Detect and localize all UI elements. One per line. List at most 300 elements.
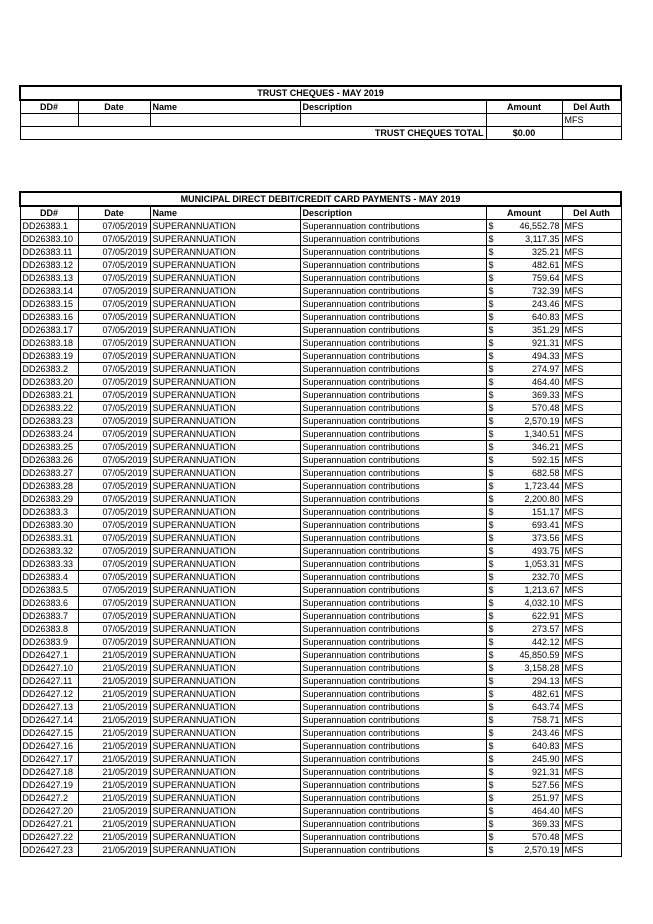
currency-symbol-cell: $ (486, 233, 498, 246)
name-cell: SUPERANNUATION (150, 844, 300, 857)
name-cell: SUPERANNUATION (150, 532, 300, 545)
currency-symbol-cell: $ (486, 532, 498, 545)
del-auth-cell: MFS (562, 311, 621, 324)
trust-total-row (20, 127, 621, 140)
table-row (20, 623, 621, 636)
del-auth-cell: MFS (562, 662, 621, 675)
table-row (20, 675, 621, 688)
table-row (20, 701, 621, 714)
mdd-title-row (20, 192, 621, 206)
del-auth-cell: MFS (562, 285, 621, 298)
dd-number-cell: DD26383.31 (20, 532, 78, 545)
del-auth-cell: MFS (562, 701, 621, 714)
description-cell: Superannuation contributions (300, 701, 486, 714)
amount-cell: 758.71 (498, 714, 562, 727)
currency-symbol-cell: $ (486, 805, 498, 818)
date-cell: 07/05/2019 (78, 558, 150, 571)
date-cell: 07/05/2019 (78, 233, 150, 246)
name-cell: SUPERANNUATION (150, 636, 300, 649)
name-cell: SUPERANNUATION (150, 428, 300, 441)
amount-cell: 369.33 (498, 818, 562, 831)
date-cell: 07/05/2019 (78, 350, 150, 363)
date-cell: 07/05/2019 (78, 259, 150, 272)
table-row (20, 584, 621, 597)
name-cell: SUPERANNUATION (150, 805, 300, 818)
currency-symbol-cell: $ (486, 571, 498, 584)
date-cell: 07/05/2019 (78, 519, 150, 532)
table-row (20, 545, 621, 558)
table-row (20, 740, 621, 753)
table-row (20, 259, 621, 272)
table-row (20, 415, 621, 428)
table-row (20, 246, 621, 259)
dd-number-cell: DD26427.21 (20, 818, 78, 831)
currency-symbol-cell: $ (486, 597, 498, 610)
description-cell: Superannuation contributions (300, 441, 486, 454)
table-row (20, 779, 621, 792)
amount-cell: 3,117.35 (498, 233, 562, 246)
amount-cell: 494.33 (498, 350, 562, 363)
amount-cell: 243.46 (498, 727, 562, 740)
date-cell: 07/05/2019 (78, 454, 150, 467)
date-cell: 07/05/2019 (78, 623, 150, 636)
dd-number-cell: DD26427.1 (20, 649, 78, 662)
description-cell: Superannuation contributions (300, 584, 486, 597)
name-cell: SUPERANNUATION (150, 701, 300, 714)
dd-number-cell: DD26427.11 (20, 675, 78, 688)
currency-symbol-cell: $ (486, 480, 498, 493)
trust-empty-cell (78, 114, 150, 127)
del-auth-cell: MFS (562, 376, 621, 389)
dd-number-cell: DD26383.30 (20, 519, 78, 532)
del-auth-cell: MFS (562, 675, 621, 688)
name-cell: SUPERANNUATION (150, 337, 300, 350)
del-auth-cell: MFS (562, 623, 621, 636)
name-cell: SUPERANNUATION (150, 454, 300, 467)
amount-cell: 1,340.51 (498, 428, 562, 441)
amount-cell: 482.61 (498, 259, 562, 272)
dd-number-cell: DD26427.20 (20, 805, 78, 818)
amount-cell: 693.41 (498, 519, 562, 532)
table-row (20, 662, 621, 675)
dd-number-cell: DD26427.10 (20, 662, 78, 675)
description-cell: Superannuation contributions (300, 428, 486, 441)
amount-cell: 2,570.19 (498, 415, 562, 428)
trust-total-empty-cell (562, 127, 621, 140)
name-cell: SUPERANNUATION (150, 259, 300, 272)
description-cell: Superannuation contributions (300, 532, 486, 545)
description-cell: Superannuation contributions (300, 844, 486, 857)
date-cell: 07/05/2019 (78, 636, 150, 649)
amount-cell: 251.97 (498, 792, 562, 805)
amount-cell: 732.39 (498, 285, 562, 298)
amount-cell: 682.58 (498, 467, 562, 480)
description-cell: Superannuation contributions (300, 363, 486, 376)
table-row (20, 220, 621, 233)
del-auth-cell: MFS (562, 636, 621, 649)
trust-header-name: Name (150, 100, 300, 114)
dd-number-cell: DD26383.19 (20, 350, 78, 363)
dd-number-cell: DD26383.1 (20, 220, 78, 233)
name-cell: SUPERANNUATION (150, 688, 300, 701)
description-cell: Superannuation contributions (300, 337, 486, 350)
amount-cell: 151.17 (498, 506, 562, 519)
description-cell: Superannuation contributions (300, 610, 486, 623)
date-cell: 21/05/2019 (78, 740, 150, 753)
date-cell: 07/05/2019 (78, 285, 150, 298)
amount-cell: 369.33 (498, 389, 562, 402)
name-cell: SUPERANNUATION (150, 558, 300, 571)
table-row (20, 272, 621, 285)
dd-number-cell: DD26383.5 (20, 584, 78, 597)
name-cell: SUPERANNUATION (150, 376, 300, 389)
currency-symbol-cell: $ (486, 636, 498, 649)
dd-number-cell: DD26383.9 (20, 636, 78, 649)
name-cell: SUPERANNUATION (150, 818, 300, 831)
name-cell: SUPERANNUATION (150, 441, 300, 454)
trust-total-value: $0.00 (486, 127, 562, 140)
name-cell: SUPERANNUATION (150, 480, 300, 493)
dd-number-cell: DD26383.12 (20, 259, 78, 272)
amount-cell: 921.31 (498, 766, 562, 779)
name-cell: SUPERANNUATION (150, 506, 300, 519)
amount-cell: 46,552.78 (498, 220, 562, 233)
amount-cell: 45,850.59 (498, 649, 562, 662)
currency-symbol-cell: $ (486, 701, 498, 714)
dd-number-cell: DD26427.17 (20, 753, 78, 766)
dd-number-cell: DD26383.33 (20, 558, 78, 571)
dd-number-cell: DD26383.27 (20, 467, 78, 480)
table-row (20, 649, 621, 662)
description-cell: Superannuation contributions (300, 649, 486, 662)
name-cell: SUPERANNUATION (150, 402, 300, 415)
trust-header-row (20, 100, 621, 114)
date-cell: 21/05/2019 (78, 792, 150, 805)
description-cell: Superannuation contributions (300, 350, 486, 363)
del-auth-cell: MFS (562, 649, 621, 662)
currency-symbol-cell: $ (486, 389, 498, 402)
currency-symbol-cell: $ (486, 428, 498, 441)
table-row (20, 493, 621, 506)
del-auth-cell: MFS (562, 532, 621, 545)
currency-symbol-cell: $ (486, 662, 498, 675)
description-cell: Superannuation contributions (300, 246, 486, 259)
table-row (20, 389, 621, 402)
description-cell: Superannuation contributions (300, 467, 486, 480)
name-cell: SUPERANNUATION (150, 584, 300, 597)
amount-cell: 273.57 (498, 623, 562, 636)
description-cell: Superannuation contributions (300, 805, 486, 818)
currency-symbol-cell: $ (486, 246, 498, 259)
amount-cell: 346.21 (498, 441, 562, 454)
dd-number-cell: DD26427.18 (20, 766, 78, 779)
trust-empty-cell (300, 114, 486, 127)
dd-number-cell: DD26383.28 (20, 480, 78, 493)
description-cell: Superannuation contributions (300, 259, 486, 272)
del-auth-cell: MFS (562, 389, 621, 402)
amount-cell: 464.40 (498, 805, 562, 818)
dd-number-cell: DD26383.25 (20, 441, 78, 454)
table-row (20, 610, 621, 623)
name-cell: SUPERANNUATION (150, 298, 300, 311)
dd-number-cell: DD26383.24 (20, 428, 78, 441)
currency-symbol-cell: $ (486, 753, 498, 766)
table-row (20, 363, 621, 376)
del-auth-cell: MFS (562, 844, 621, 857)
name-cell: SUPERANNUATION (150, 246, 300, 259)
name-cell: SUPERANNUATION (150, 623, 300, 636)
trust-title-row (20, 86, 621, 100)
table-row (20, 805, 621, 818)
name-cell: SUPERANNUATION (150, 727, 300, 740)
dd-number-cell: DD26427.13 (20, 701, 78, 714)
amount-cell: 294.13 (498, 675, 562, 688)
amount-cell: 640.83 (498, 311, 562, 324)
amount-cell: 570.48 (498, 402, 562, 415)
description-cell: Superannuation contributions (300, 558, 486, 571)
dd-number-cell: DD26383.11 (20, 246, 78, 259)
name-cell: SUPERANNUATION (150, 831, 300, 844)
currency-symbol-cell: $ (486, 298, 498, 311)
dd-number-cell: DD26383.10 (20, 233, 78, 246)
amount-cell: 570.48 (498, 831, 562, 844)
table-row (20, 467, 621, 480)
amount-cell: 527.56 (498, 779, 562, 792)
dd-number-cell: DD26383.23 (20, 415, 78, 428)
amount-cell: 592.15 (498, 454, 562, 467)
currency-symbol-cell: $ (486, 311, 498, 324)
date-cell: 21/05/2019 (78, 662, 150, 675)
table-row (20, 844, 621, 857)
dd-number-cell: DD26427.14 (20, 714, 78, 727)
del-auth-cell: MFS (562, 753, 621, 766)
table-row (20, 285, 621, 298)
date-cell: 07/05/2019 (78, 337, 150, 350)
del-auth-cell: MFS (562, 597, 621, 610)
date-cell: 07/05/2019 (78, 467, 150, 480)
currency-symbol-cell: $ (486, 337, 498, 350)
currency-symbol-cell: $ (486, 285, 498, 298)
table-row (20, 519, 621, 532)
currency-symbol-cell: $ (486, 415, 498, 428)
mdd-header-dd: DD# (20, 206, 78, 220)
dd-number-cell: DD26383.8 (20, 623, 78, 636)
currency-symbol-cell: $ (486, 844, 498, 857)
name-cell: SUPERANNUATION (150, 649, 300, 662)
description-cell: Superannuation contributions (300, 454, 486, 467)
trust-empty-cell (20, 114, 78, 127)
currency-symbol-cell: $ (486, 623, 498, 636)
name-cell: SUPERANNUATION (150, 662, 300, 675)
table-row (20, 376, 621, 389)
dd-number-cell: DD26427.2 (20, 792, 78, 805)
table-row (20, 337, 621, 350)
trust-empty-cell (486, 114, 562, 127)
date-cell: 07/05/2019 (78, 584, 150, 597)
currency-symbol-cell: $ (486, 441, 498, 454)
date-cell: 07/05/2019 (78, 441, 150, 454)
description-cell: Superannuation contributions (300, 636, 486, 649)
trust-table-title: TRUST CHEQUES - MAY 2019 (20, 86, 621, 100)
dd-number-cell: DD26427.15 (20, 727, 78, 740)
trust-header-description: Description (300, 100, 486, 114)
del-auth-cell: MFS (562, 233, 621, 246)
table-row (20, 350, 621, 363)
currency-symbol-cell: $ (486, 272, 498, 285)
mdd-header-description: Description (300, 206, 486, 220)
dd-number-cell: DD26383.4 (20, 571, 78, 584)
date-cell: 21/05/2019 (78, 688, 150, 701)
name-cell: SUPERANNUATION (150, 324, 300, 337)
currency-symbol-cell: $ (486, 402, 498, 415)
name-cell: SUPERANNUATION (150, 675, 300, 688)
currency-symbol-cell: $ (486, 779, 498, 792)
dd-number-cell: DD26383.14 (20, 285, 78, 298)
amount-cell: 4,032.10 (498, 597, 562, 610)
currency-symbol-cell: $ (486, 688, 498, 701)
name-cell: SUPERANNUATION (150, 753, 300, 766)
date-cell: 21/05/2019 (78, 727, 150, 740)
trust-empty-cell (150, 114, 300, 127)
date-cell: 07/05/2019 (78, 571, 150, 584)
currency-symbol-cell: $ (486, 831, 498, 844)
date-cell: 07/05/2019 (78, 402, 150, 415)
currency-symbol-cell: $ (486, 376, 498, 389)
date-cell: 07/05/2019 (78, 220, 150, 233)
currency-symbol-cell: $ (486, 220, 498, 233)
date-cell: 07/05/2019 (78, 597, 150, 610)
currency-symbol-cell: $ (486, 506, 498, 519)
date-cell: 21/05/2019 (78, 714, 150, 727)
del-auth-cell: MFS (562, 545, 621, 558)
trust-empty-row-auth: MFS (562, 114, 621, 127)
table-row (20, 766, 621, 779)
del-auth-cell: MFS (562, 350, 621, 363)
description-cell: Superannuation contributions (300, 493, 486, 506)
description-cell: Superannuation contributions (300, 389, 486, 402)
description-cell: Superannuation contributions (300, 766, 486, 779)
amount-cell: 2,200.80 (498, 493, 562, 506)
currency-symbol-cell: $ (486, 467, 498, 480)
del-auth-cell: MFS (562, 766, 621, 779)
amount-cell: 3,158.28 (498, 662, 562, 675)
date-cell: 21/05/2019 (78, 831, 150, 844)
amount-cell: 373.56 (498, 532, 562, 545)
description-cell: Superannuation contributions (300, 285, 486, 298)
name-cell: SUPERANNUATION (150, 311, 300, 324)
del-auth-cell: MFS (562, 831, 621, 844)
currency-symbol-cell: $ (486, 350, 498, 363)
currency-symbol-cell: $ (486, 740, 498, 753)
dd-number-cell: DD26383.21 (20, 389, 78, 402)
table-row (20, 597, 621, 610)
table-row (20, 324, 621, 337)
del-auth-cell: MFS (562, 259, 621, 272)
description-cell: Superannuation contributions (300, 233, 486, 246)
del-auth-cell: MFS (562, 493, 621, 506)
mdd-table-body (20, 220, 621, 857)
table-row (20, 636, 621, 649)
date-cell: 21/05/2019 (78, 805, 150, 818)
description-cell: Superannuation contributions (300, 519, 486, 532)
del-auth-cell: MFS (562, 727, 621, 740)
currency-symbol-cell: $ (486, 259, 498, 272)
mdd-header-del-auth: Del Auth (562, 206, 621, 220)
dd-number-cell: DD26383.17 (20, 324, 78, 337)
date-cell: 07/05/2019 (78, 389, 150, 402)
trust-header-dd: DD# (20, 100, 78, 114)
table-row (20, 233, 621, 246)
amount-cell: 2,570.19 (498, 844, 562, 857)
date-cell: 21/05/2019 (78, 701, 150, 714)
name-cell: SUPERANNUATION (150, 766, 300, 779)
amount-cell: 232.70 (498, 571, 562, 584)
del-auth-cell: MFS (562, 805, 621, 818)
description-cell: Superannuation contributions (300, 571, 486, 584)
name-cell: SUPERANNUATION (150, 740, 300, 753)
del-auth-cell: MFS (562, 441, 621, 454)
dd-number-cell: DD26383.6 (20, 597, 78, 610)
date-cell: 21/05/2019 (78, 675, 150, 688)
amount-cell: 442.12 (498, 636, 562, 649)
name-cell: SUPERANNUATION (150, 792, 300, 805)
dd-number-cell: DD26383.32 (20, 545, 78, 558)
del-auth-cell: MFS (562, 298, 621, 311)
trust-empty-row (20, 114, 621, 127)
date-cell: 07/05/2019 (78, 545, 150, 558)
description-cell: Superannuation contributions (300, 662, 486, 675)
date-cell: 07/05/2019 (78, 324, 150, 337)
amount-cell: 1,053.31 (498, 558, 562, 571)
table-row (20, 818, 621, 831)
del-auth-cell: MFS (562, 714, 621, 727)
amount-cell: 759.64 (498, 272, 562, 285)
name-cell: SUPERANNUATION (150, 350, 300, 363)
currency-symbol-cell: $ (486, 493, 498, 506)
currency-symbol-cell: $ (486, 363, 498, 376)
del-auth-cell: MFS (562, 272, 621, 285)
date-cell: 07/05/2019 (78, 428, 150, 441)
description-cell: Superannuation contributions (300, 402, 486, 415)
name-cell: SUPERANNUATION (150, 467, 300, 480)
amount-cell: 245.90 (498, 753, 562, 766)
municipal-direct-debit-table (19, 191, 622, 857)
amount-cell: 640.83 (498, 740, 562, 753)
dd-number-cell: DD26427.19 (20, 779, 78, 792)
del-auth-cell: MFS (562, 571, 621, 584)
date-cell: 21/05/2019 (78, 818, 150, 831)
mdd-header-date: Date (78, 206, 150, 220)
amount-cell: 243.46 (498, 298, 562, 311)
dd-number-cell: DD26383.15 (20, 298, 78, 311)
del-auth-cell: MFS (562, 584, 621, 597)
description-cell: Superannuation contributions (300, 298, 486, 311)
del-auth-cell: MFS (562, 428, 621, 441)
table-row (20, 727, 621, 740)
del-auth-cell: MFS (562, 246, 621, 259)
del-auth-cell: MFS (562, 480, 621, 493)
currency-symbol-cell: $ (486, 727, 498, 740)
table-row (20, 506, 621, 519)
description-cell: Superannuation contributions (300, 675, 486, 688)
table-row (20, 311, 621, 324)
amount-cell: 351.29 (498, 324, 562, 337)
amount-cell: 643.74 (498, 701, 562, 714)
description-cell: Superannuation contributions (300, 740, 486, 753)
amount-cell: 493.75 (498, 545, 562, 558)
name-cell: SUPERANNUATION (150, 519, 300, 532)
date-cell: 21/05/2019 (78, 649, 150, 662)
